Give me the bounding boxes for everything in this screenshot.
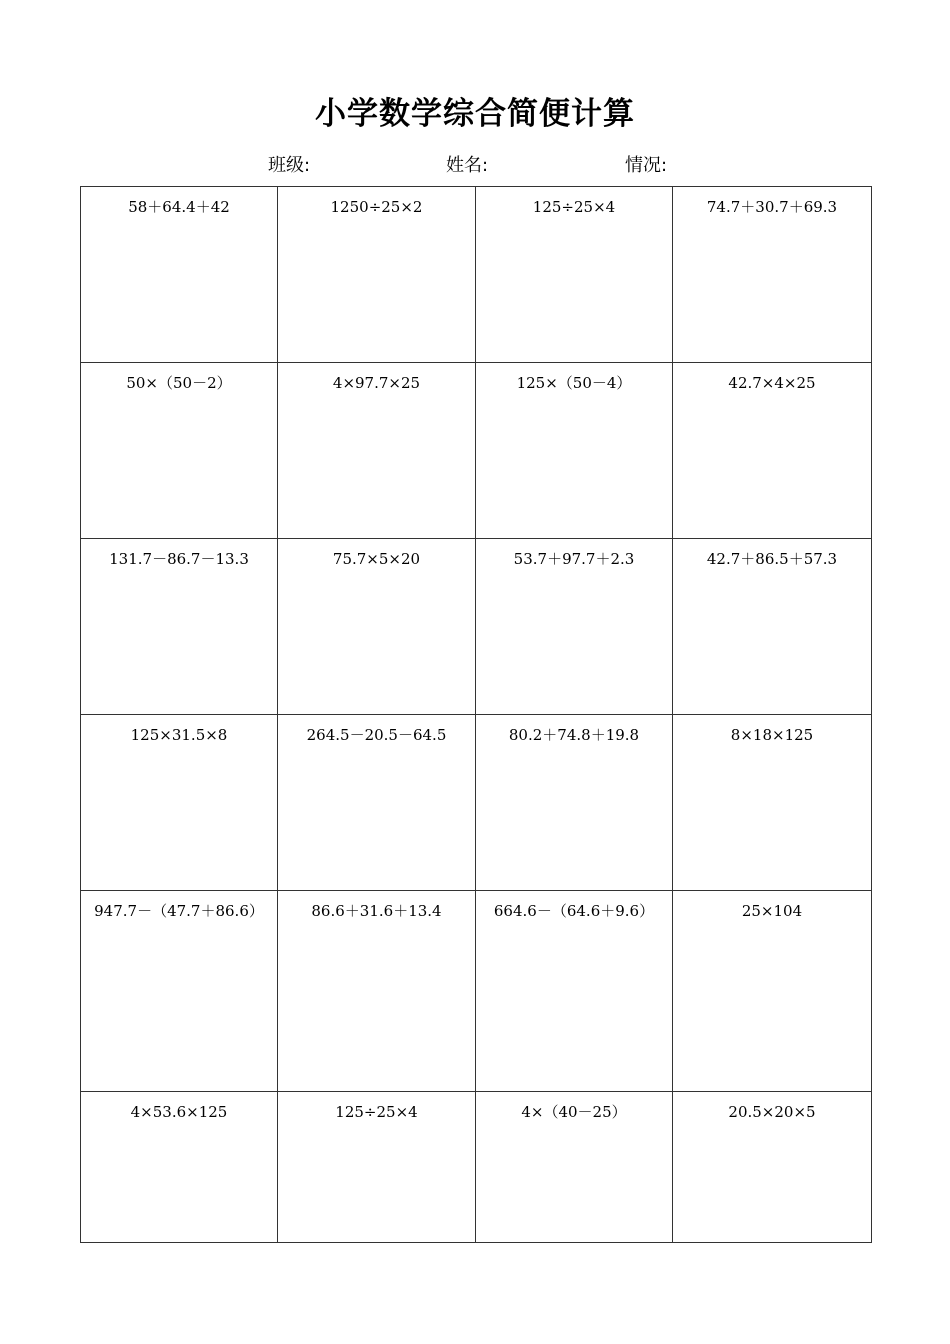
problem-cell: 42.7×4×25 [673, 363, 872, 539]
problem-row [81, 363, 872, 539]
problem-cell: 42.7＋86.5＋57.3 [673, 539, 872, 715]
problem-grid [80, 186, 872, 1243]
problem-row [81, 539, 872, 715]
problem-row [81, 891, 872, 1092]
page-title: 小学数学综合简便计算 [315, 96, 635, 132]
problem-cell: 264.5－20.5－64.5 [278, 715, 476, 891]
problem-cell: 664.6－（64.6＋9.6） [476, 891, 673, 1092]
problem-cell: 80.2＋74.8＋19.8 [476, 715, 673, 891]
problem-cell: 125×（50－4） [476, 363, 673, 539]
problem-cell: 86.6＋31.6＋13.4 [278, 891, 476, 1092]
problem-row [81, 715, 872, 891]
problem-cell: 50×（50－2） [81, 363, 278, 539]
student-info-row [0, 146, 950, 178]
status-label: 情况: [625, 155, 668, 176]
problem-cell: 25×104 [673, 891, 872, 1092]
problem-cell: 125÷25×4 [476, 187, 673, 363]
problem-cell: 125÷25×4 [278, 1092, 476, 1243]
problem-row [81, 1092, 872, 1243]
name-label: 姓名: [446, 155, 489, 176]
problem-cell: 58＋64.4＋42 [81, 187, 278, 363]
problem-cell: 53.7＋97.7＋2.3 [476, 539, 673, 715]
problem-cell: 4×97.7×25 [278, 363, 476, 539]
problem-cell: 74.7＋30.7＋69.3 [673, 187, 872, 363]
problem-cell: 125×31.5×8 [81, 715, 278, 891]
problem-row [81, 187, 872, 363]
problem-cell: 8×18×125 [673, 715, 872, 891]
problem-cell: 4×（40－25） [476, 1092, 673, 1243]
class-label: 班级: [268, 155, 311, 176]
problem-cell: 20.5×20×5 [673, 1092, 872, 1243]
problem-cell: 1250÷25×2 [278, 187, 476, 363]
problem-cell: 131.7－86.7－13.3 [81, 539, 278, 715]
problem-cell: 4×53.6×125 [81, 1092, 278, 1243]
problem-cell: 75.7×5×20 [278, 539, 476, 715]
problem-cell: 947.7－（47.7＋86.6） [81, 891, 278, 1092]
